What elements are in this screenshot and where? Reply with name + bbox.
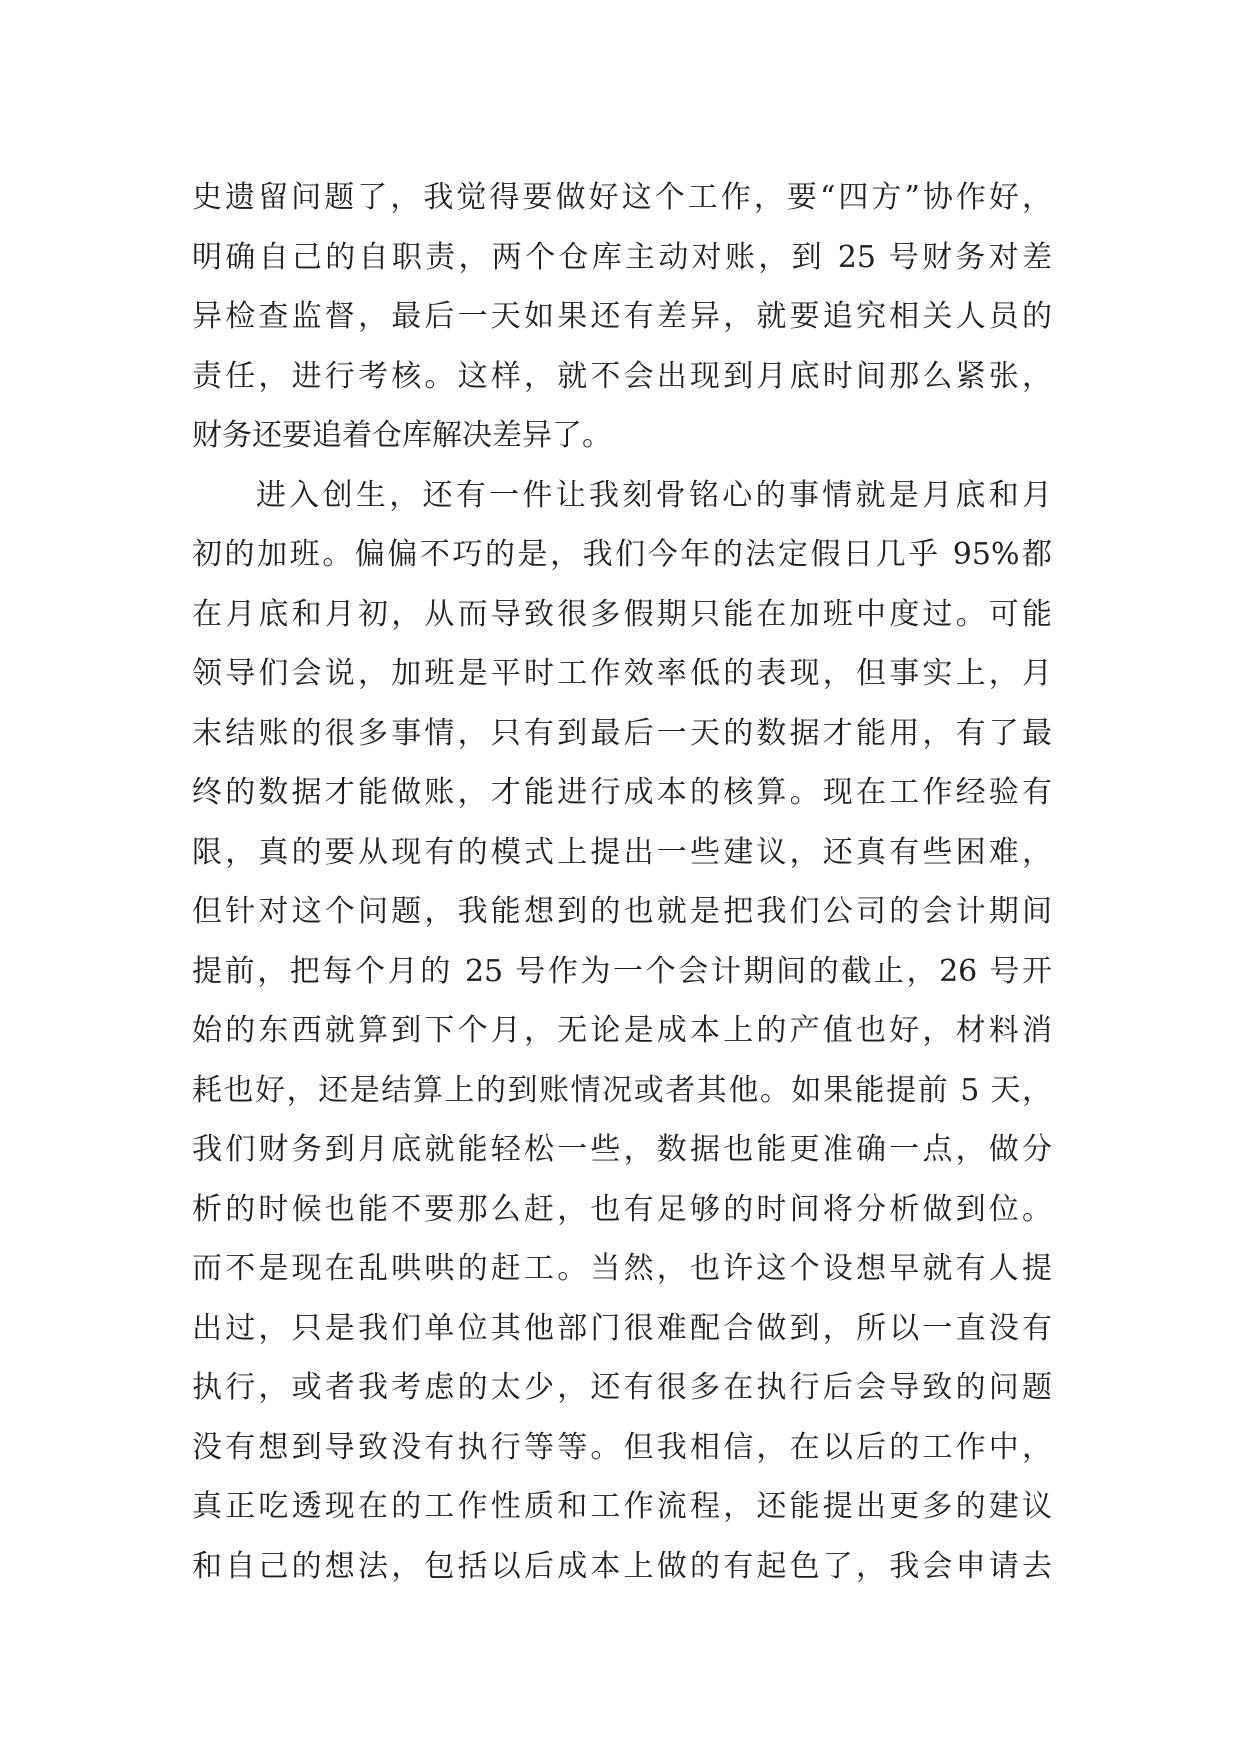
- text-line: 我们财务到月底就能轻松一些，数据也能更准确一点，做分: [192, 1132, 1052, 1167]
- text-line: 耗也好，还是结算上的到账情况或者其他。如果能提前 5 天，: [192, 1072, 1052, 1108]
- text-line: 和自己的想法，包括以后成本上做的有起色了，我会申请去: [192, 1548, 1052, 1584]
- text-line: 限，真的要从现有的模式上提出一些建议，还真有些困难，: [192, 834, 1052, 870]
- text-line: 明确自己的自职责，两个仓库主动对账，到 25 号财务对差: [192, 239, 1052, 275]
- text-line: 史遗留问题了，我觉得要做好这个工作，要“四方”协作好，: [192, 180, 1052, 215]
- text-line: 但针对这个问题，我能想到的也就是把我们公司的会计期间: [192, 894, 1052, 929]
- text-line: 执行，或者我考虑的太少，还有很多在执行后会导致的问题: [192, 1370, 1052, 1405]
- text-line: 真正吃透现在的工作性质和工作流程，还能提出更多的建议: [192, 1489, 1052, 1524]
- body-text: [192, 168, 1052, 1596]
- text-line: 始的东西就算到下个月，无论是成本上的产值也好，材料消: [192, 1013, 1052, 1048]
- text-line: 而不是现在乱哄哄的赶工。当然，也许这个设想早就有人提: [192, 1251, 1052, 1286]
- text-line: 终的数据才能做账，才能进行成本的核算。现在工作经验有: [192, 775, 1052, 810]
- text-line: 在月底和月初，从而导致很多假期只能在加班中度过。可能: [192, 596, 1052, 632]
- text-line: 出过，只是我们单位其他部门很难配合做到，所以一直没有: [192, 1310, 1052, 1346]
- text-line: 财务还要追着仓库解决差异了。: [192, 418, 612, 453]
- text-line: 析的时候也能不要那么赶，也有足够的时间将分析做到位。: [192, 1191, 1052, 1227]
- text-line: 进入创生，还有一件让我刻骨铭心的事情就是月底和月: [256, 477, 1052, 513]
- text-line: 责任，进行考核。这样，就不会出现到月底时间那么紧张，: [192, 358, 1052, 394]
- text-line: 初的加班。偏偏不巧的是，我们今年的法定假日几乎 95%都: [192, 537, 1052, 572]
- text-line: 提前，把每个月的 25 号作为一个会计期间的截止，26 号开: [192, 953, 1052, 989]
- text-line: 领导们会说，加班是平时工作效率低的表现，但事实上，月: [192, 656, 1052, 691]
- text-line: 没有想到导致没有执行等等。但我相信，在以后的工作中，: [192, 1429, 1052, 1465]
- text-line: 异检查监督，最后一天如果还有差异，就要追究相关人员的: [192, 299, 1052, 334]
- text-line: 末结账的很多事情，只有到最后一天的数据才能用，有了最: [192, 715, 1052, 751]
